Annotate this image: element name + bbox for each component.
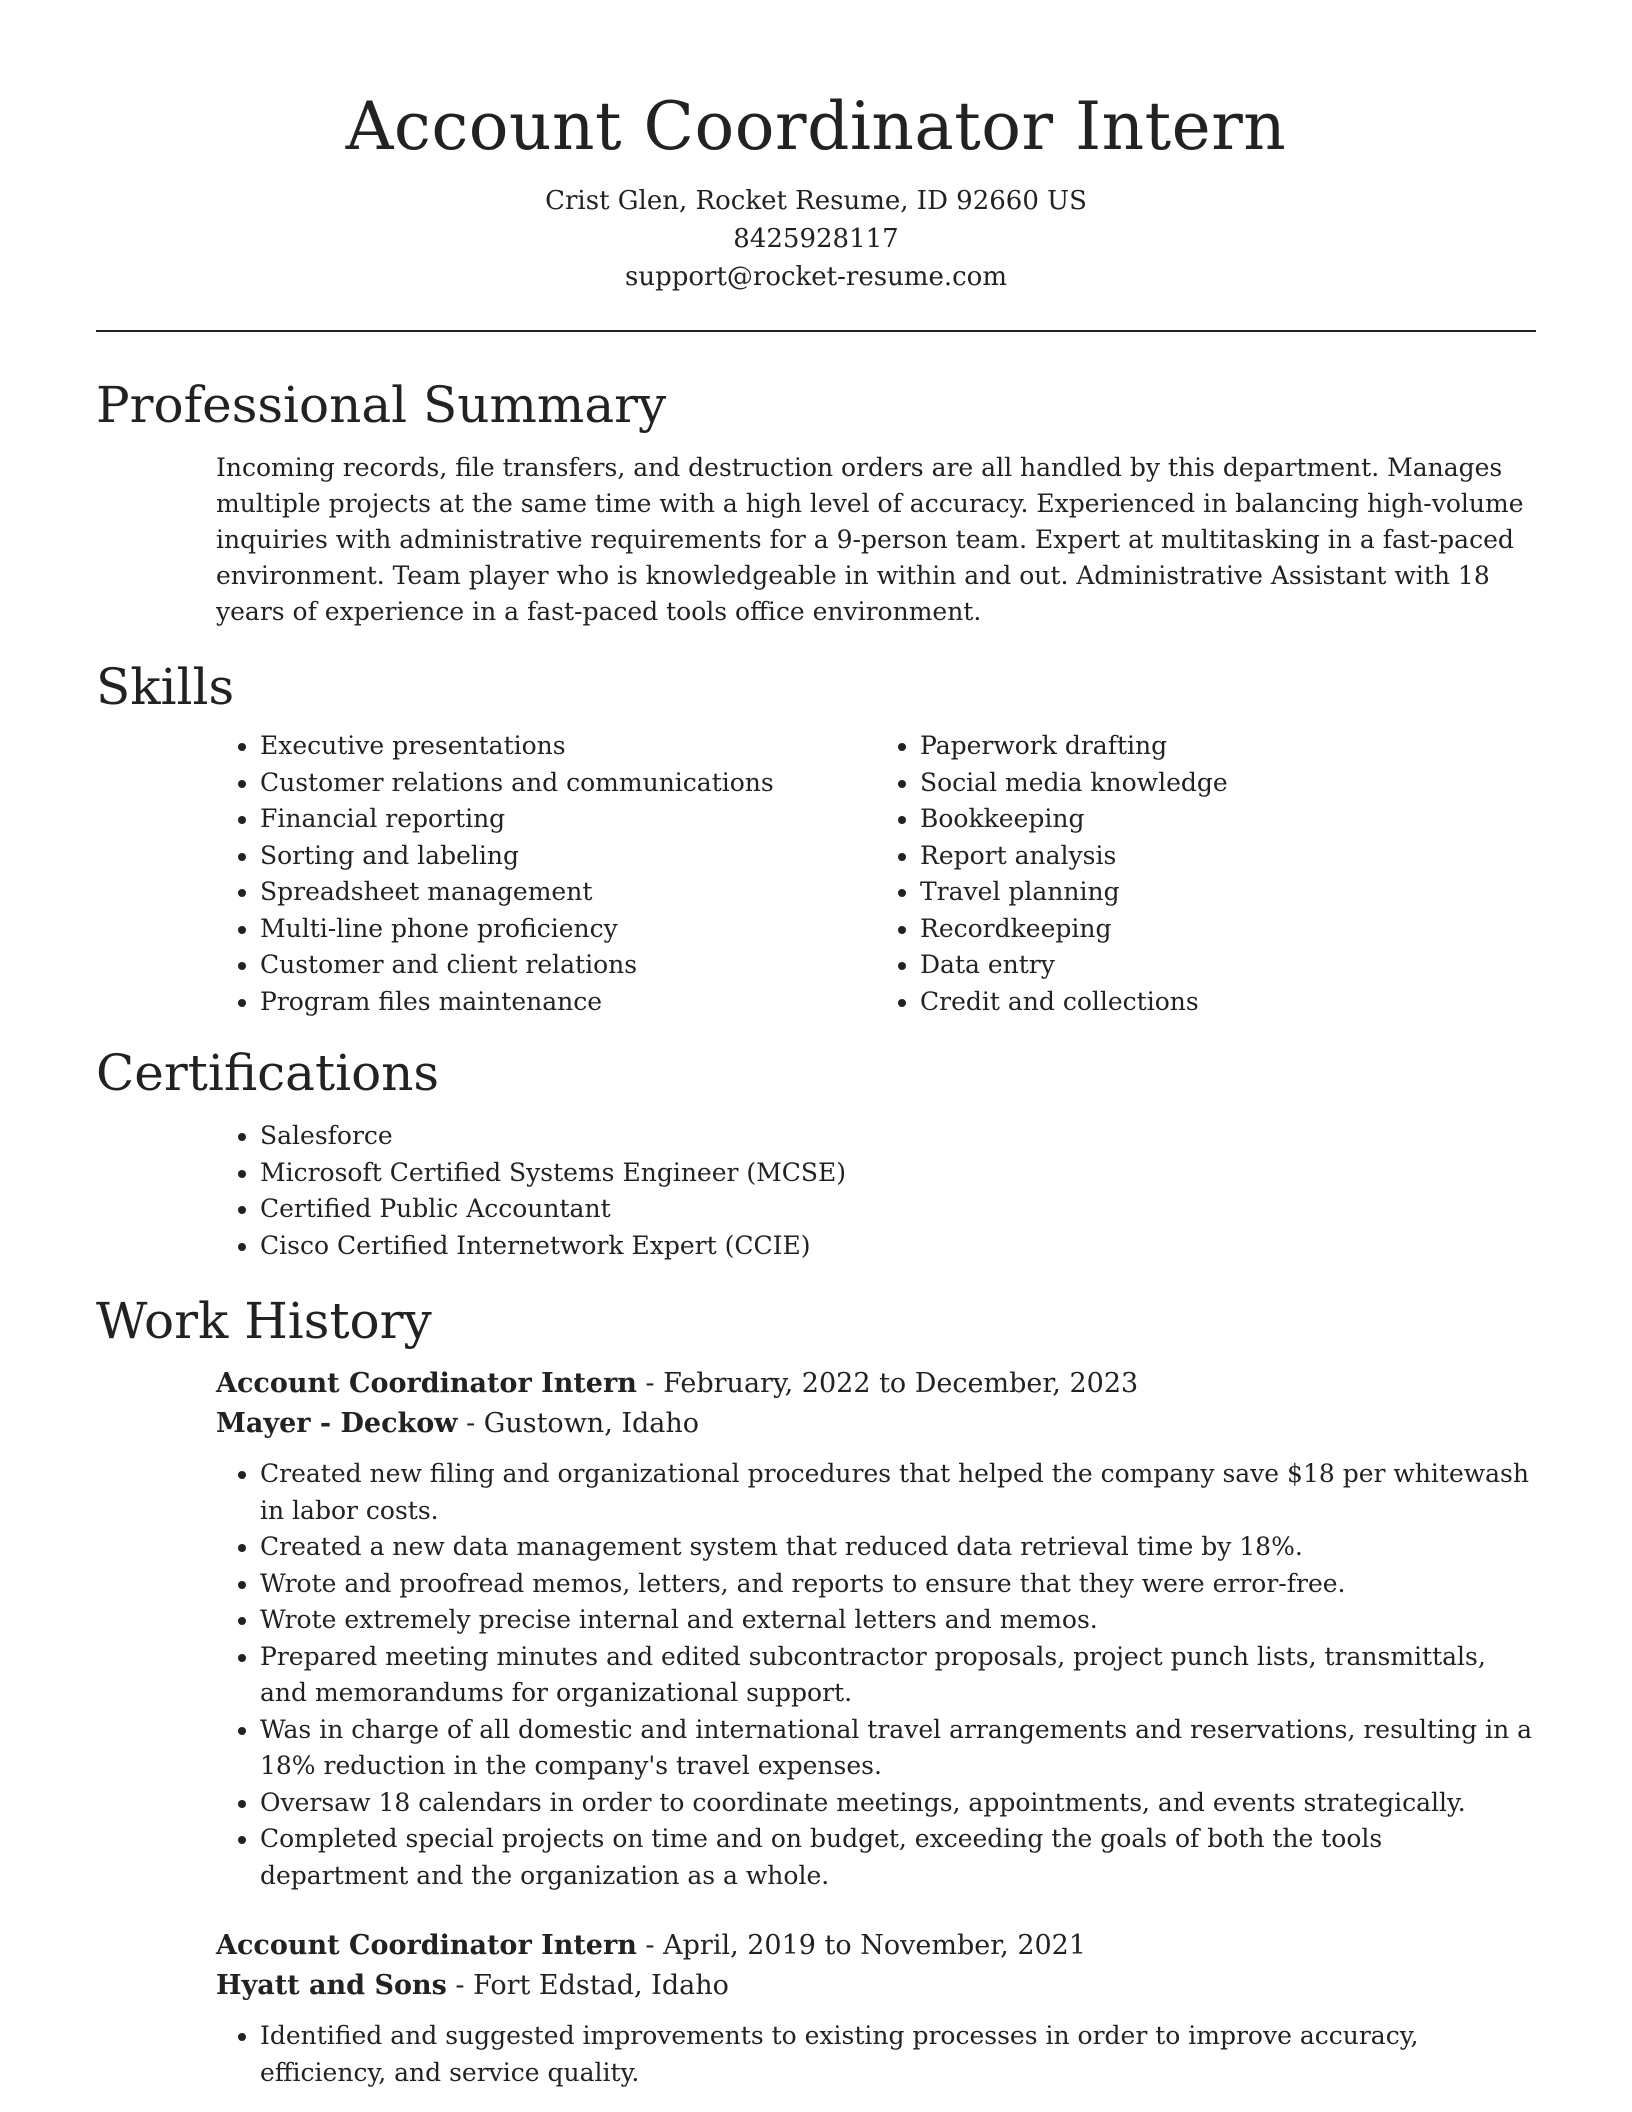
certifications-list xyxy=(216,1118,1536,1264)
skills-list-right xyxy=(876,728,1536,1020)
skills-section xyxy=(96,656,1536,1020)
skill-item: • Credit and collections xyxy=(920,984,1536,1021)
job-bullet: • Created new filing and organizational procedures that helped the company save $18 per whitewash in labor costs. xyxy=(260,1456,1536,1529)
certification-item: • Salesforce xyxy=(260,1118,1536,1155)
job-dates: - February, 2022 to December, 2023 xyxy=(636,1368,1139,1399)
contact-email: support@rocket-resume.com xyxy=(624,262,1007,292)
job-location: - Gustown, Idaho xyxy=(457,1408,700,1439)
job-bullet: • Created a new data management system that reduced data retrieval time by 18%. xyxy=(260,1529,1536,1566)
skill-item: • Customer relations and communications xyxy=(260,765,876,802)
job-bullet: • Wrote extremely precise internal and external letters and memos. xyxy=(260,1602,1536,1639)
certifications-section xyxy=(96,1042,1536,1264)
skill-item: • Spreadsheet management xyxy=(260,874,876,911)
skill-item: • Multi-line phone proficiency xyxy=(260,911,876,948)
skill-item: • Data entry xyxy=(920,947,1536,984)
job-bullets xyxy=(216,1456,1536,1894)
job-company: Hyatt and Sons xyxy=(216,1970,447,2001)
contact-address: Crist Glen, Rocket Resume, ID 92660 US xyxy=(545,186,1087,216)
summary-section xyxy=(96,374,1536,630)
skill-item: • Social media knowledge xyxy=(920,765,1536,802)
job-company-line xyxy=(216,1404,1536,1444)
skill-item: • Financial reporting xyxy=(260,801,876,838)
job-title-line xyxy=(216,1364,1536,1404)
job-bullets xyxy=(216,2018,1536,2091)
summary-text: Incoming records, file transfers, and destruction orders are all handled by this department. Manages multiple projects at the same time with a high level of accuracy. Experienced in balancing high-volume inquiries with administrative requirements for a 9-person team. Expert at multitasking in a fast-paced environment. Team player who is knowledgeable in within and out. Administrative Assistant with 18 years of experience in a fast-paced tools office environment. xyxy=(216,453,1524,626)
resume-header xyxy=(96,0,1536,296)
job-title-line xyxy=(216,1926,1536,1966)
summary-heading: Professional Summary xyxy=(96,376,667,434)
skill-item: • Paperwork drafting xyxy=(920,728,1536,765)
resume-page xyxy=(96,0,1536,2091)
job-bullet: • Identified and suggested improvements to existing processes in order to improve accuracy, efficiency, and service quality. xyxy=(260,2018,1536,2091)
skill-item: • Report analysis xyxy=(920,838,1536,875)
job-bullet: • Was in charge of all domestic and international travel arrangements and reservations, resulting in a 18% reduction in the company's travel expenses. xyxy=(260,1712,1536,1785)
work-history-section xyxy=(96,1290,1536,2091)
skills-columns xyxy=(216,728,1536,1020)
skill-item: • Travel planning xyxy=(920,874,1536,911)
skills-list-left xyxy=(216,728,876,1020)
certifications-heading: Certifications xyxy=(96,1044,440,1102)
job-bullet: • Wrote and proofread memos, letters, and reports to ensure that they were error-free. xyxy=(260,1566,1536,1603)
job-company: Mayer - Deckow xyxy=(216,1408,458,1439)
skills-heading: Skills xyxy=(96,658,235,716)
contact-block xyxy=(96,182,1536,296)
job-location: - Fort Edstad, Idaho xyxy=(446,1970,729,2001)
resume-name: Account Coordinator Intern xyxy=(345,88,1287,165)
skill-item: • Recordkeeping xyxy=(920,911,1536,948)
certification-item: • Certified Public Accountant xyxy=(260,1191,1536,1228)
job-role: Account Coordinator Intern xyxy=(216,1930,637,1961)
job-company-line xyxy=(216,1966,1536,2006)
job-role: Account Coordinator Intern xyxy=(216,1368,637,1399)
certification-item: • Microsoft Certified Systems Engineer (MCSE) xyxy=(260,1155,1536,1192)
skill-item: • Program files maintenance xyxy=(260,984,876,1021)
contact-phone: 8425928117 xyxy=(733,224,899,254)
skill-item: • Executive presentations xyxy=(260,728,876,765)
skill-item: • Customer and client relations xyxy=(260,947,876,984)
job-bullet: • Completed special projects on time and on budget, exceeding the goals of both the tools department and the organization as a whole. xyxy=(260,1821,1536,1894)
header-divider xyxy=(96,330,1536,332)
job-entry xyxy=(216,1364,1536,1894)
work-history-heading: Work History xyxy=(96,1292,432,1350)
certification-item: • Cisco Certified Internetwork Expert (CCIE) xyxy=(260,1228,1536,1265)
job-dates: - April, 2019 to November, 2021 xyxy=(636,1930,1087,1961)
skill-item: • Bookkeeping xyxy=(920,801,1536,838)
skill-item: • Sorting and labeling xyxy=(260,838,876,875)
job-bullet: • Prepared meeting minutes and edited subcontractor proposals, project punch lists, transmittals, and memorandums for organizational support. xyxy=(260,1639,1536,1712)
job-bullet: • Oversaw 18 calendars in order to coordinate meetings, appointments, and events strategically. xyxy=(260,1785,1536,1822)
job-entry xyxy=(216,1926,1536,2091)
